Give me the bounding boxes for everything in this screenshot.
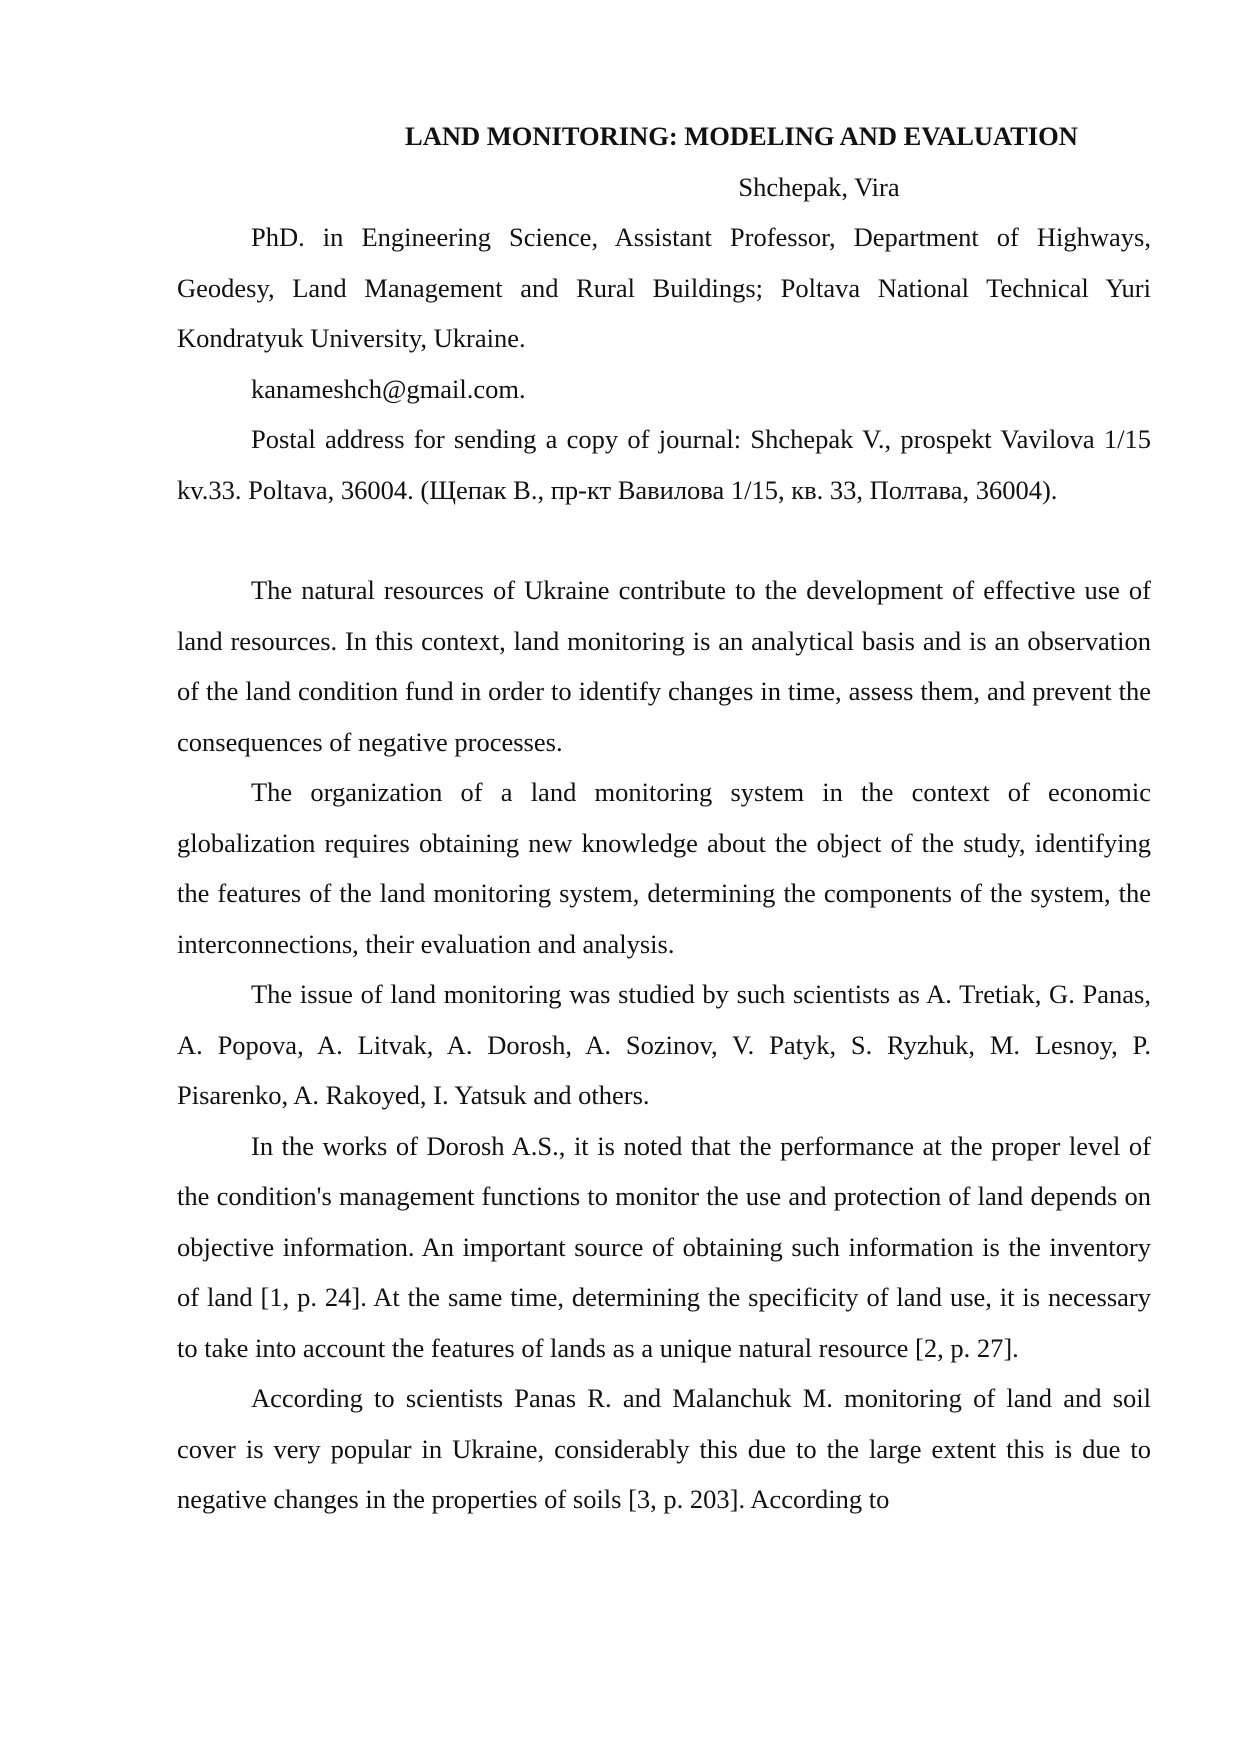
section-spacer — [177, 515, 1151, 565]
body-paragraph-1: The natural resources of Ukraine contribute to the development of effective use of land resources. In this context, land monitoring is an analytical basis and is an observation of the land condition fund in order to identify changes in time, assess them, and prevent the consequences of negative processes. — [177, 575, 1151, 757]
author-affiliation: PhD. in Engineering Science, Assistant Professor, Department of Highways, Geodesy, Land Management and Rural Buildings; Poltava National Technical Yuri Kondratyuk University, Ukraine. — [177, 222, 1151, 353]
body-paragraph-4: In the works of Dorosh A.S., it is noted that the performance at the proper level of the condition's management functions to monitor the use and protection of land depends on objective information. An important source of obtaining such information is the inventory of land [1, p. 24]. At the same time, determining the specificity of land use, it is necessary to take into account the features of lands as a unique natural resource [2, p. 27]. — [177, 1130, 1151, 1363]
body-paragraph-3: The issue of land monitoring was studied by such scientists as A. Tretiak, G. Panas, A. Popova, A. Litvak, A. Dorosh, A. Sozinov, V. Patyk, S. Ryzhuk, M. Lesnoy, P. Pisarenko, A. Rakoyed, I. Yatsuk and others. — [177, 979, 1151, 1110]
paper-title: LAND MONITORING: MODELING AND EVALUATION — [405, 121, 1078, 151]
body-paragraph-2: The organization of a land monitoring system in the context of economic globalization requires obtaining new knowledge about the object of the study, identifying the features of the land monitoring system, determining the components of the system, the interconnections, their evaluation and analysis. — [177, 777, 1151, 959]
document-content — [177, 111, 1151, 1525]
author-name: Shchepak, Vira — [738, 171, 900, 202]
body-paragraph-5: According to scientists Panas R. and Malanchuk M. monitoring of land and soil cover is very popular in Ukraine, considerably this due to the large extent this is due to negative changes in the properties of soils [3, p. 203]. According to — [177, 1383, 1151, 1514]
postal-address: Postal address for sending a copy of journal: Shchepak V., prospekt Vavilova 1/15 kv.33. Poltava, 36004. (Щепак В., пр-кт Вавилова 1/15, кв. 33, Полтава, 36004). — [177, 424, 1151, 505]
author-email: kanameshch@gmail.com. — [251, 373, 526, 404]
